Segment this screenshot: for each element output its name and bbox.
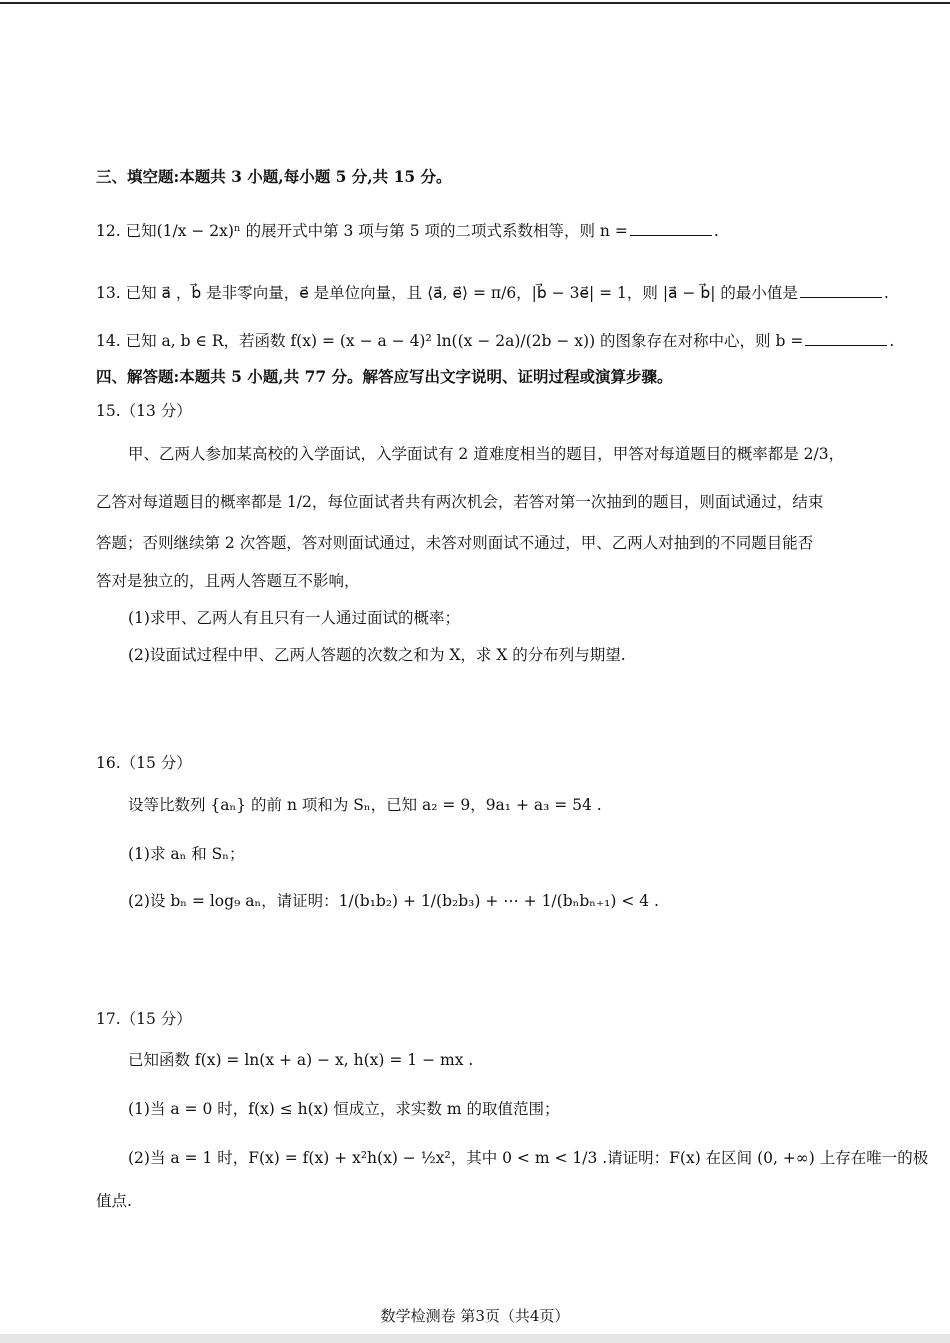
q17-header: 17.（15 分） bbox=[96, 1010, 192, 1028]
q17-stem: 已知函数 f(x) = ln(x + a) − x, h(x) = 1 − mx . bbox=[128, 1051, 474, 1069]
q13-answer-blank bbox=[800, 283, 882, 298]
q13-end: . bbox=[883, 284, 889, 302]
q16-part-1: (1)求 aₙ 和 Sₙ； bbox=[128, 845, 245, 863]
q16-stem: 设等比数列 {aₙ} 的前 n 项和为 Sₙ，已知 a₂ = 9，9a₁ + a₃ = 54 . bbox=[128, 796, 602, 814]
q14-answer-blank bbox=[805, 331, 887, 346]
q15-line-4: 答对是独立的，且两人答题互不影响， bbox=[96, 572, 360, 590]
page-footer: 数学检测卷 第3页（共4页） bbox=[380, 1307, 570, 1325]
question-14 bbox=[96, 330, 895, 352]
q17-part-1: (1)当 a = 0 时，f(x) ≤ h(x) 恒成立，求实数 m 的取值范围； bbox=[128, 1100, 560, 1118]
top-border bbox=[0, 2, 950, 4]
q17-part-2-line-1: (2)当 a = 1 时，F(x) = f(x) + x²h(x) − ½x²，其中 0 < m < 1/3 .请证明：F(x) 在区间 (0, +∞) 上存在唯一的极 bbox=[128, 1149, 929, 1167]
q15-line-1: 甲、乙两人参加某高校的入学面试，入学面试有 2 道难度相当的题目，甲答对每道题目的概率都是 2/3， bbox=[128, 445, 845, 463]
section3-title: 三、填空题:本题共 3 小题,每小题 5 分,共 15 分。 bbox=[96, 167, 452, 186]
q15-line-3: 答题；否则继续第 2 次答题，答对则面试通过，未答对则面试不通过，甲、乙两人对抽到的不同题目能否 bbox=[96, 534, 814, 552]
q15-part-1: (1)求甲、乙两人有且只有一人通过面试的概率； bbox=[128, 609, 460, 627]
q15-header: 15.（13 分） bbox=[96, 402, 192, 420]
q17-part-2-line-2: 值点. bbox=[96, 1192, 132, 1210]
q15-part-2: (2)设面试过程中甲、乙两人答题的次数之和为 X，求 X 的分布列与期望. bbox=[128, 646, 626, 664]
section4-title: 四、解答题:本题共 5 小题,共 77 分。解答应写出文字说明、证明过程或演算步骤。 bbox=[96, 367, 673, 386]
bottom-border bbox=[0, 1334, 950, 1343]
q14-end: . bbox=[889, 332, 895, 350]
question-12 bbox=[96, 220, 866, 242]
q14-text: 14. 已知 a, b ∈ R，若函数 f(x) = (x − a − 4)² ln((x − 2a)/(2b − x)) 的图象存在对称中心，则 b = bbox=[96, 332, 804, 350]
q12-answer-blank bbox=[630, 221, 712, 236]
q12-text: 12. 已知(1/x − 2x)ⁿ 的展开式中第 3 项与第 5 项的二项式系数相等，则 n = bbox=[96, 222, 628, 240]
question-13 bbox=[96, 282, 889, 304]
q13-text: 13. 已知 a⃗ ，b⃗ 是非零向量，e⃗ 是单位向量，且 ⟨a⃗, e⃗⟩ = π/6，|b⃗ − 3e⃗| = 1，则 |a⃗ − b⃗| 的最小值是 bbox=[96, 284, 798, 302]
q12-end: . bbox=[713, 222, 719, 240]
q15-line-2: 乙答对每道题目的概率都是 1/2，每位面试者共有两次机会，若答对第一次抽到的题目，则面试通过，结束 bbox=[96, 493, 824, 511]
q16-part-2: (2)设 bₙ = log₉ aₙ，请证明：1/(b₁b₂) + 1/(b₂b₃) + ⋯ + 1/(bₙbₙ₊₁) < 4 . bbox=[128, 892, 659, 910]
q16-header: 16.（15 分） bbox=[96, 754, 192, 772]
